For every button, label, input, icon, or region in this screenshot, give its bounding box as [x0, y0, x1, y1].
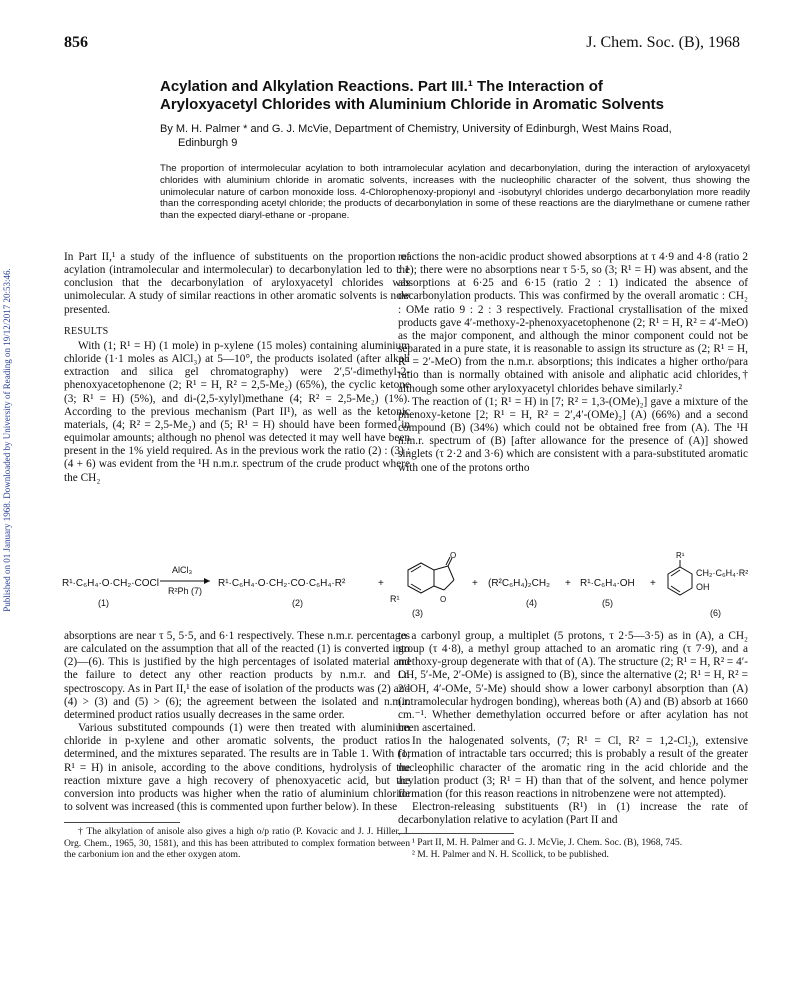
- product-5-formula: R¹·C₆H₄·OH: [580, 578, 635, 589]
- paragraph: The reaction of (1; R¹ = H) in [7; R² = 1,3-(OMe)₂] gave a mixture of the phenoxy-ketone [2; R¹ = H, R² = 2′,4′-(OMe)₂] (A) (66%) and a second compound (B) (34%) which could not be obtained free from (A). The ¹H n.m.r. spectrum of (B) [after allowance for the presence of (A)] showed singlets (τ 2·2 and 3·6) which are consistent with a para-substituted aromatic with one of the protons ortho: [398, 395, 748, 474]
- product-2-formula: R¹·C₆H₄·O·CH₂·CO·C₆H₄·R²: [218, 578, 346, 589]
- reference-rule: [398, 833, 514, 834]
- paragraph: With (1; R¹ = H) (1 mole) in p-xylene (15 moles) containing aluminium chloride (1·1 moles as AlCl₃) at 5—10°, the products isolated (after alkali extraction and silica gel chromatography) were 2′,5′-dimethyl-2-phenoxyacetophenone (2; R¹ = H, R² = 2,5-Me₂) (65%), the cyclic ketone (3; R¹ = H) (5%), and di-(2,5-xylyl)methane (4; R² = 2,5-Me₂) (1%). According to the previous mechanism (Part II¹), as well as the ketonic materials, (4; R² = 2,5-Me₂) and (5; R¹ = H) should have been formed in equimolar amounts; although no phenol was detected it may well have been present in the 1% yield required. As in the previous work the ratio (2) : (3) : (4 + 6) was evident from the ¹H n.m.r. spectrum of the crude product where the CH₂: [64, 339, 410, 484]
- abstract: The proportion of intermolecular acylation to both intramolecular acylation and decarbonylation, during the interaction of aryloxyacetyl chlorides with aluminium chloride in aromatic solvents, increases with the nucleophilic character of the solvent, thus showing the unimolecular nature of carbon monoxide loss. 4-Chlorophenoxy-propionyl and -isobutyryl chlorides undergo decarbonylation more readily than the corresponding acetyl chloride; the products of decarbonylation in some of these reactions are the diarylmethane or cumene rather than the expected diaryl-ethane or -propane.: [160, 163, 750, 222]
- phenol-structure: [668, 560, 692, 595]
- journal-name: J. Chem. Soc. (B), 1968: [586, 34, 740, 51]
- footnote-rule: [64, 822, 180, 823]
- page-number: 856: [64, 34, 88, 51]
- reagent-top: AlCl₃: [172, 565, 193, 575]
- reference-2: ² M. H. Palmer and N. H. Scollick, to be published.: [412, 848, 609, 860]
- reactant-formula: R¹·C₆H₄·O·CH₂·COCl: [62, 578, 159, 589]
- cyclic-ketone-structure: [408, 557, 454, 593]
- hydroxyl-label: OH: [696, 582, 710, 592]
- compound-label-1: (1): [98, 598, 109, 608]
- section-heading: RESULTS: [64, 325, 109, 337]
- byline: [160, 122, 750, 150]
- column-4: [398, 630, 748, 860]
- product-6-substituent: CH₂·C₆H₄·R²: [696, 568, 749, 578]
- compound-label-2: (2): [292, 598, 303, 608]
- title-line-1: Acylation and Alkylation Reactions. Part III.¹ The Interaction of: [160, 78, 603, 95]
- arrow-head-icon: [204, 578, 210, 584]
- compound-label-5: (5): [602, 598, 613, 608]
- reagent-bottom: R²Ph (7): [168, 586, 203, 596]
- paragraph: In the halogenated solvents, (7; R¹ = Cl, R² = 1,2-Cl₂), extensive formation of intractable tars occurred; this is probably a result of the greater nucleophilic character of the aromatic ring in the acid chloride and the acylation product (3; R¹ = H) than that of the solvent, and hence polymer formation (for this reason reactions in nitrobenzene were not attempted).: [398, 735, 748, 800]
- footnote: † The alkylation of anisole also gives a high o/p ratio (P. Kovacic and J. J. Hiller, J. Org. Chem., 1965, 30, 1581), and this has been attributed to complex formation between the carbonium ion and the ether oxygen atom.: [64, 826, 410, 860]
- title-line-2: Aryloxyacetyl Chlorides with Aluminium Chloride in Aromatic Solvents: [160, 96, 664, 113]
- plus-sign: +: [378, 578, 384, 589]
- ring-oxygen: O: [440, 595, 447, 604]
- paragraph: reactions the non-acidic product showed absorptions at τ 4·9 and 4·8 (ratio 2 : 1); there were no absorptions near τ 5·5, so (3; R¹ = H) was absent, and the absorptions at 6·25 and 6·15 (ratio 2 : 1) indicated the absence of decarbonylation products. This was confirmed by the overall aromatic : CH₂ : OMe ratio 9 : 2 : 3 respectively. Fractional crystallisation of the mixed products gave 4′-methoxy-2-phenoxyacetophenone (2; R¹ = H, R² = 4′-MeO) as the major component, and although the minor component could not be separated in a pure state, it is reasonable to assign its structure as (2; R¹ = H, R² = 2′-MeO) from the n.m.r. absorptions; this indicates a higher ortho/para ratio than is normally obtained with anisole and aliphatic acid chlorides,† although some other aryloxyacetyl chlorides behave similarly.²: [398, 251, 748, 395]
- compound-label-6: (6): [710, 608, 721, 618]
- sidebar-text: Published on 01 January 1968. Downloaded by University of Reading on 19/12/2017 20:53:46.: [2, 268, 12, 612]
- byline-line-2: Edinburgh 9: [178, 137, 238, 149]
- paragraph: Various substituted compounds (1) were then treated with aluminium chloride in p-xylene and other aromatic solvents, the product ratios determined, and the mixtures separated. The results are in Table 1. With (1; R¹ = H) in anisole, according to the above conditions, hydrolysis of the reaction mixture gave a high recovery of phenoxyacetic acid, but the conversion into products was higher when the ratio of aluminium chloride to solvent was increased (this is commented upon further below). In these: [64, 722, 410, 814]
- plus-sign: +: [565, 578, 571, 589]
- download-sidebar: [0, 230, 14, 650]
- r1-label-6: R¹: [676, 551, 685, 560]
- carbonyl-oxygen: O: [450, 551, 457, 560]
- paragraph: absorptions are near τ 5, 5·5, and 6·1 respectively. These n.m.r. percentages are calculated on the assumption that all of the reacted (1) is converted into (2)—(6). This is justified by the high percentages of isolated material and the failure to detect any other reaction products by n.m.r. and i.r. spectroscopy. As in Part II,¹ the ease of isolation of the products was (2) and (4) > (3) and (5) > (6); the agreement between the isolated and n.m.r. determined product ratios usually decreases in the same order.: [64, 630, 410, 721]
- intro-paragraph: In Part II,¹ a study of the influence of substituents on the proportion of acylation (intramolecular and intermolecular) to decarbonylation led to the conclusion that the decarbonylation of aryloxyacetyl chlorides was unimolecular. A study of similar reactions in other aromatic solvents is now presented.: [64, 251, 410, 316]
- r1-label-3: R¹: [390, 594, 400, 604]
- paragraph: to a carbonyl group, a multiplet (5 protons, τ 2·5—3·5) as in (A), a CH₂ group (τ 4·8), a methyl group attached to an aromatic ring (τ 7·9), and a methoxy-group degenerate with that of (A). The structure (2; R¹ = H, R² = 4′-OH, 5′-Me, 2′-OMe) is assigned to (B), since the alternative (2; R¹ = H, R² = 2′-OH, 4′-OMe, 5′-Me) should show a lower carbonyl absorption than (A) (intramolecular hydrogen bonding), whereas both (A) and (B) absorb at 1660 cm.⁻¹. Whether demethylation occurred before or after acylation has not been ascertained.: [398, 630, 748, 735]
- compound-label-4: (4): [526, 598, 537, 608]
- article-title: [160, 78, 745, 114]
- byline-line-1: By M. H. Palmer * and G. J. McVie, Department of Chemistry, University of Edinburgh, West Mains Road,: [160, 123, 672, 135]
- plus-sign: +: [650, 578, 656, 589]
- compound-label-3: (3): [412, 608, 423, 618]
- reaction-scheme: [60, 551, 760, 620]
- column-1: [64, 251, 410, 485]
- plus-sign: +: [472, 578, 478, 589]
- paragraph: Electron-releasing substituents (R¹) in (1) increase the rate of decarbonylation relative to acylation (Part II and: [398, 801, 748, 827]
- product-4-formula: (R²C₆H₄)₂CH₂: [488, 578, 550, 589]
- column-2: [398, 251, 748, 475]
- reference-1: ¹ Part II, M. H. Palmer and G. J. McVie, J. Chem. Soc. (B), 1968, 745.: [412, 837, 683, 849]
- column-3: [64, 630, 410, 860]
